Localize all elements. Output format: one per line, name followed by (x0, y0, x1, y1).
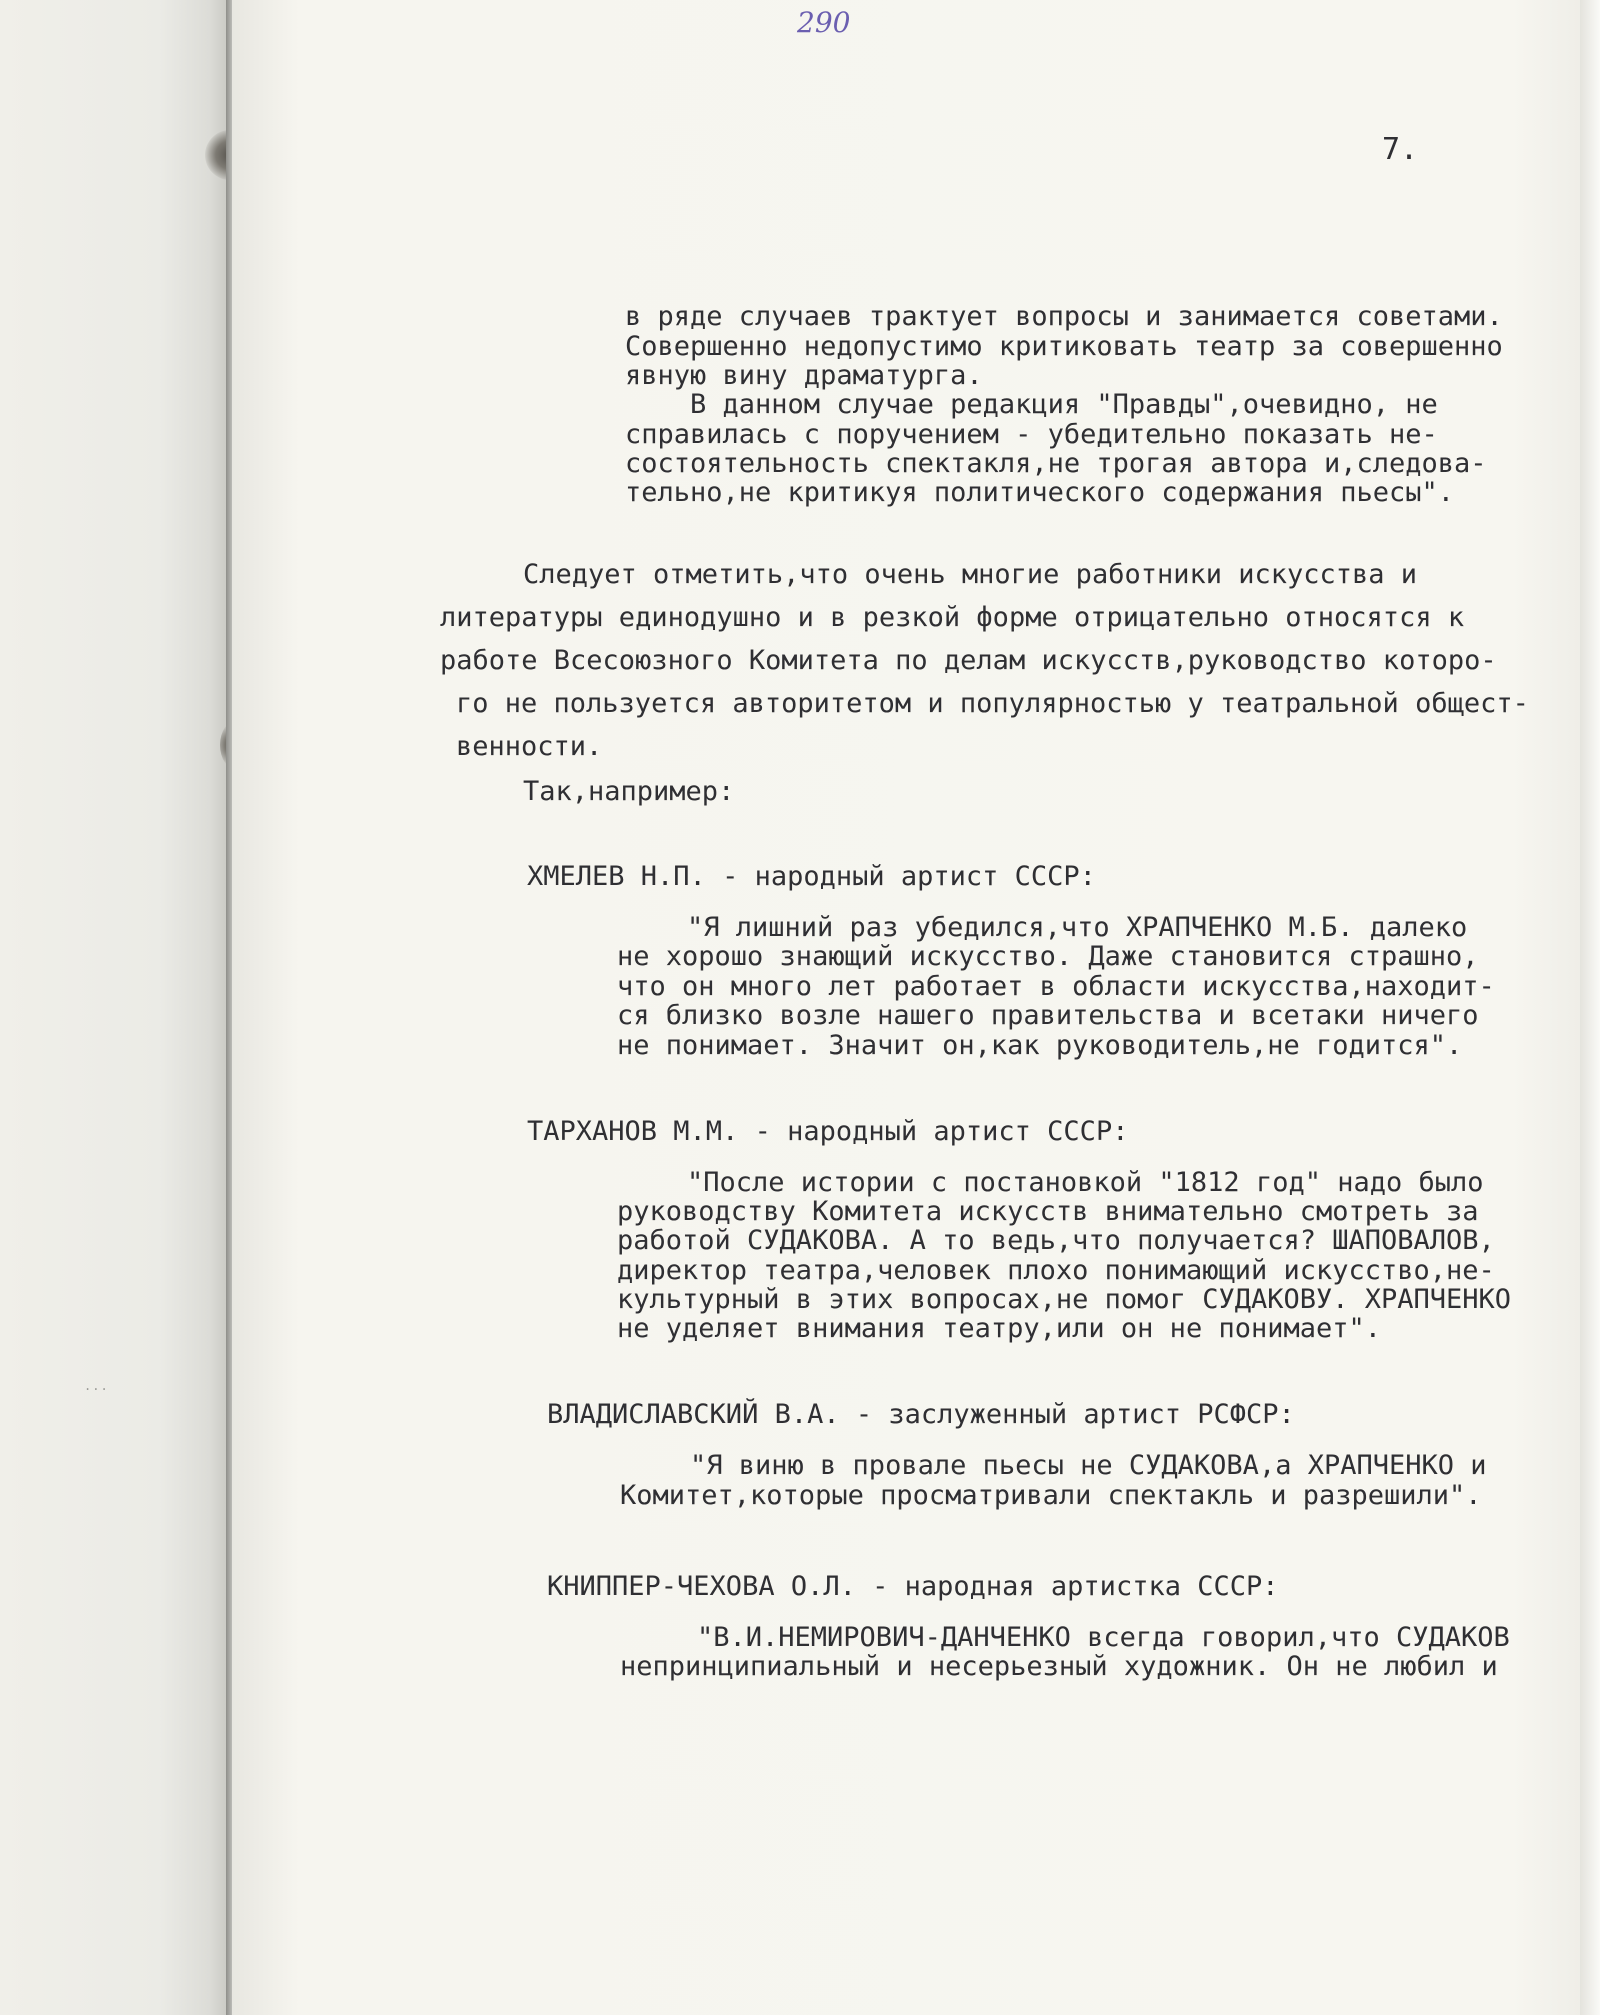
speaker-quote-line: что он много лет работает в области искусства,находит- (617, 971, 1495, 1002)
speaker-heading: ХМЕЛЕВ Н.П. - народный артист СССР: (527, 861, 1096, 892)
quote-intro-line: явную вину драматурга. (625, 360, 983, 391)
speaker-quote-line: непринципиальный и несерьезный художник. Он не любил и (620, 1651, 1498, 1682)
left-page (0, 0, 228, 2015)
archive-number: 290 (797, 6, 851, 39)
speaker-quote-line: не хорошо знающий искусство. Даже становится страшно, (617, 941, 1479, 972)
page-edge (1580, 0, 1600, 2015)
quote-intro-line: справилась с поручением - убедительно показать не- (625, 419, 1438, 450)
speaker-heading: ТАРХАНОВ М.М. - народный артист СССР: (527, 1116, 1129, 1147)
speaker-quote-line: Комитет,которые просматривали спектакль и разрешили". (620, 1480, 1482, 1511)
speaker-quote-line: не уделяет внимания театру,или он не понимает". (617, 1313, 1382, 1344)
speaker-heading: КНИППЕР-ЧЕХОВА О.Л. - народная артистка СССР: (547, 1571, 1279, 1602)
quote-intro-line: В данном случае редакция "Правды",очевидно, не (625, 389, 1438, 420)
speaker-quote-line: не понимает. Значит он,как руководитель,не годится". (617, 1030, 1463, 1061)
quote-intro-line: тельно,не критикуя политического содержания пьесы". (625, 477, 1455, 508)
quote-intro-line: Совершенно недопустимо критиковать театр за совершенно (625, 331, 1503, 362)
page-number: 7. (1382, 132, 1419, 167)
paragraph-line: венности. (456, 731, 603, 762)
speaker-quote-line: "Я лишний раз убедился,что ХРАПЧЕНКО М.Б. далеко (687, 912, 1468, 943)
speaker-quote-line: культурный в этих вопросах,не помог СУДАКОВУ. ХРАПЧЕНКО (617, 1284, 1512, 1315)
speaker-quote-line: руководству Комитета искусств внимательно смотреть за (617, 1196, 1479, 1227)
paragraph-line: го не пользуется авторитетом и популярностью у театральной общест- (456, 688, 1529, 719)
quote-intro-line: в ряде случаев трактует вопросы и занимается советами. (625, 301, 1503, 332)
paragraph-line: Следует отметить,что очень многие работники искусства и (523, 559, 1418, 590)
example-intro: Так,например: (523, 776, 735, 807)
speaker-quote-line: директор театра,человек плохо понимающий искусство,не- (617, 1255, 1495, 1286)
paragraph-line: литературы единодушно и в резкой форме отрицательно относятся к (440, 602, 1465, 633)
speaker-heading: ВЛАДИСЛАВСКИЙ В.А. - заслуженный артист РСФСР: (547, 1399, 1295, 1430)
speaker-quote-line: ся близко возле нашего правительства и всетаки ничего (617, 1000, 1479, 1031)
paragraph-line: работе Всесоюзного Комитета по делам искусств,руководство которо- (440, 645, 1497, 676)
speaker-quote-line: работой СУДАКОВА. А то ведь,что получается? ШАПОВАЛОВ, (617, 1225, 1495, 1256)
binder-label: ... (84, 1379, 109, 1393)
speaker-quote-line: "После истории с постановкой "1812 год" надо было (687, 1167, 1484, 1198)
speaker-quote-line: "Я виню в провале пьесы не СУДАКОВА,а ХРАПЧЕНКО и (690, 1450, 1487, 1481)
quote-intro-line: состоятельность спектакля,не трогая автора и,следова- (625, 448, 1487, 479)
speaker-quote-line: "В.И.НЕМИРОВИЧ-ДАНЧЕНКО всегда говорил,что СУДАКОВ (697, 1622, 1510, 1653)
